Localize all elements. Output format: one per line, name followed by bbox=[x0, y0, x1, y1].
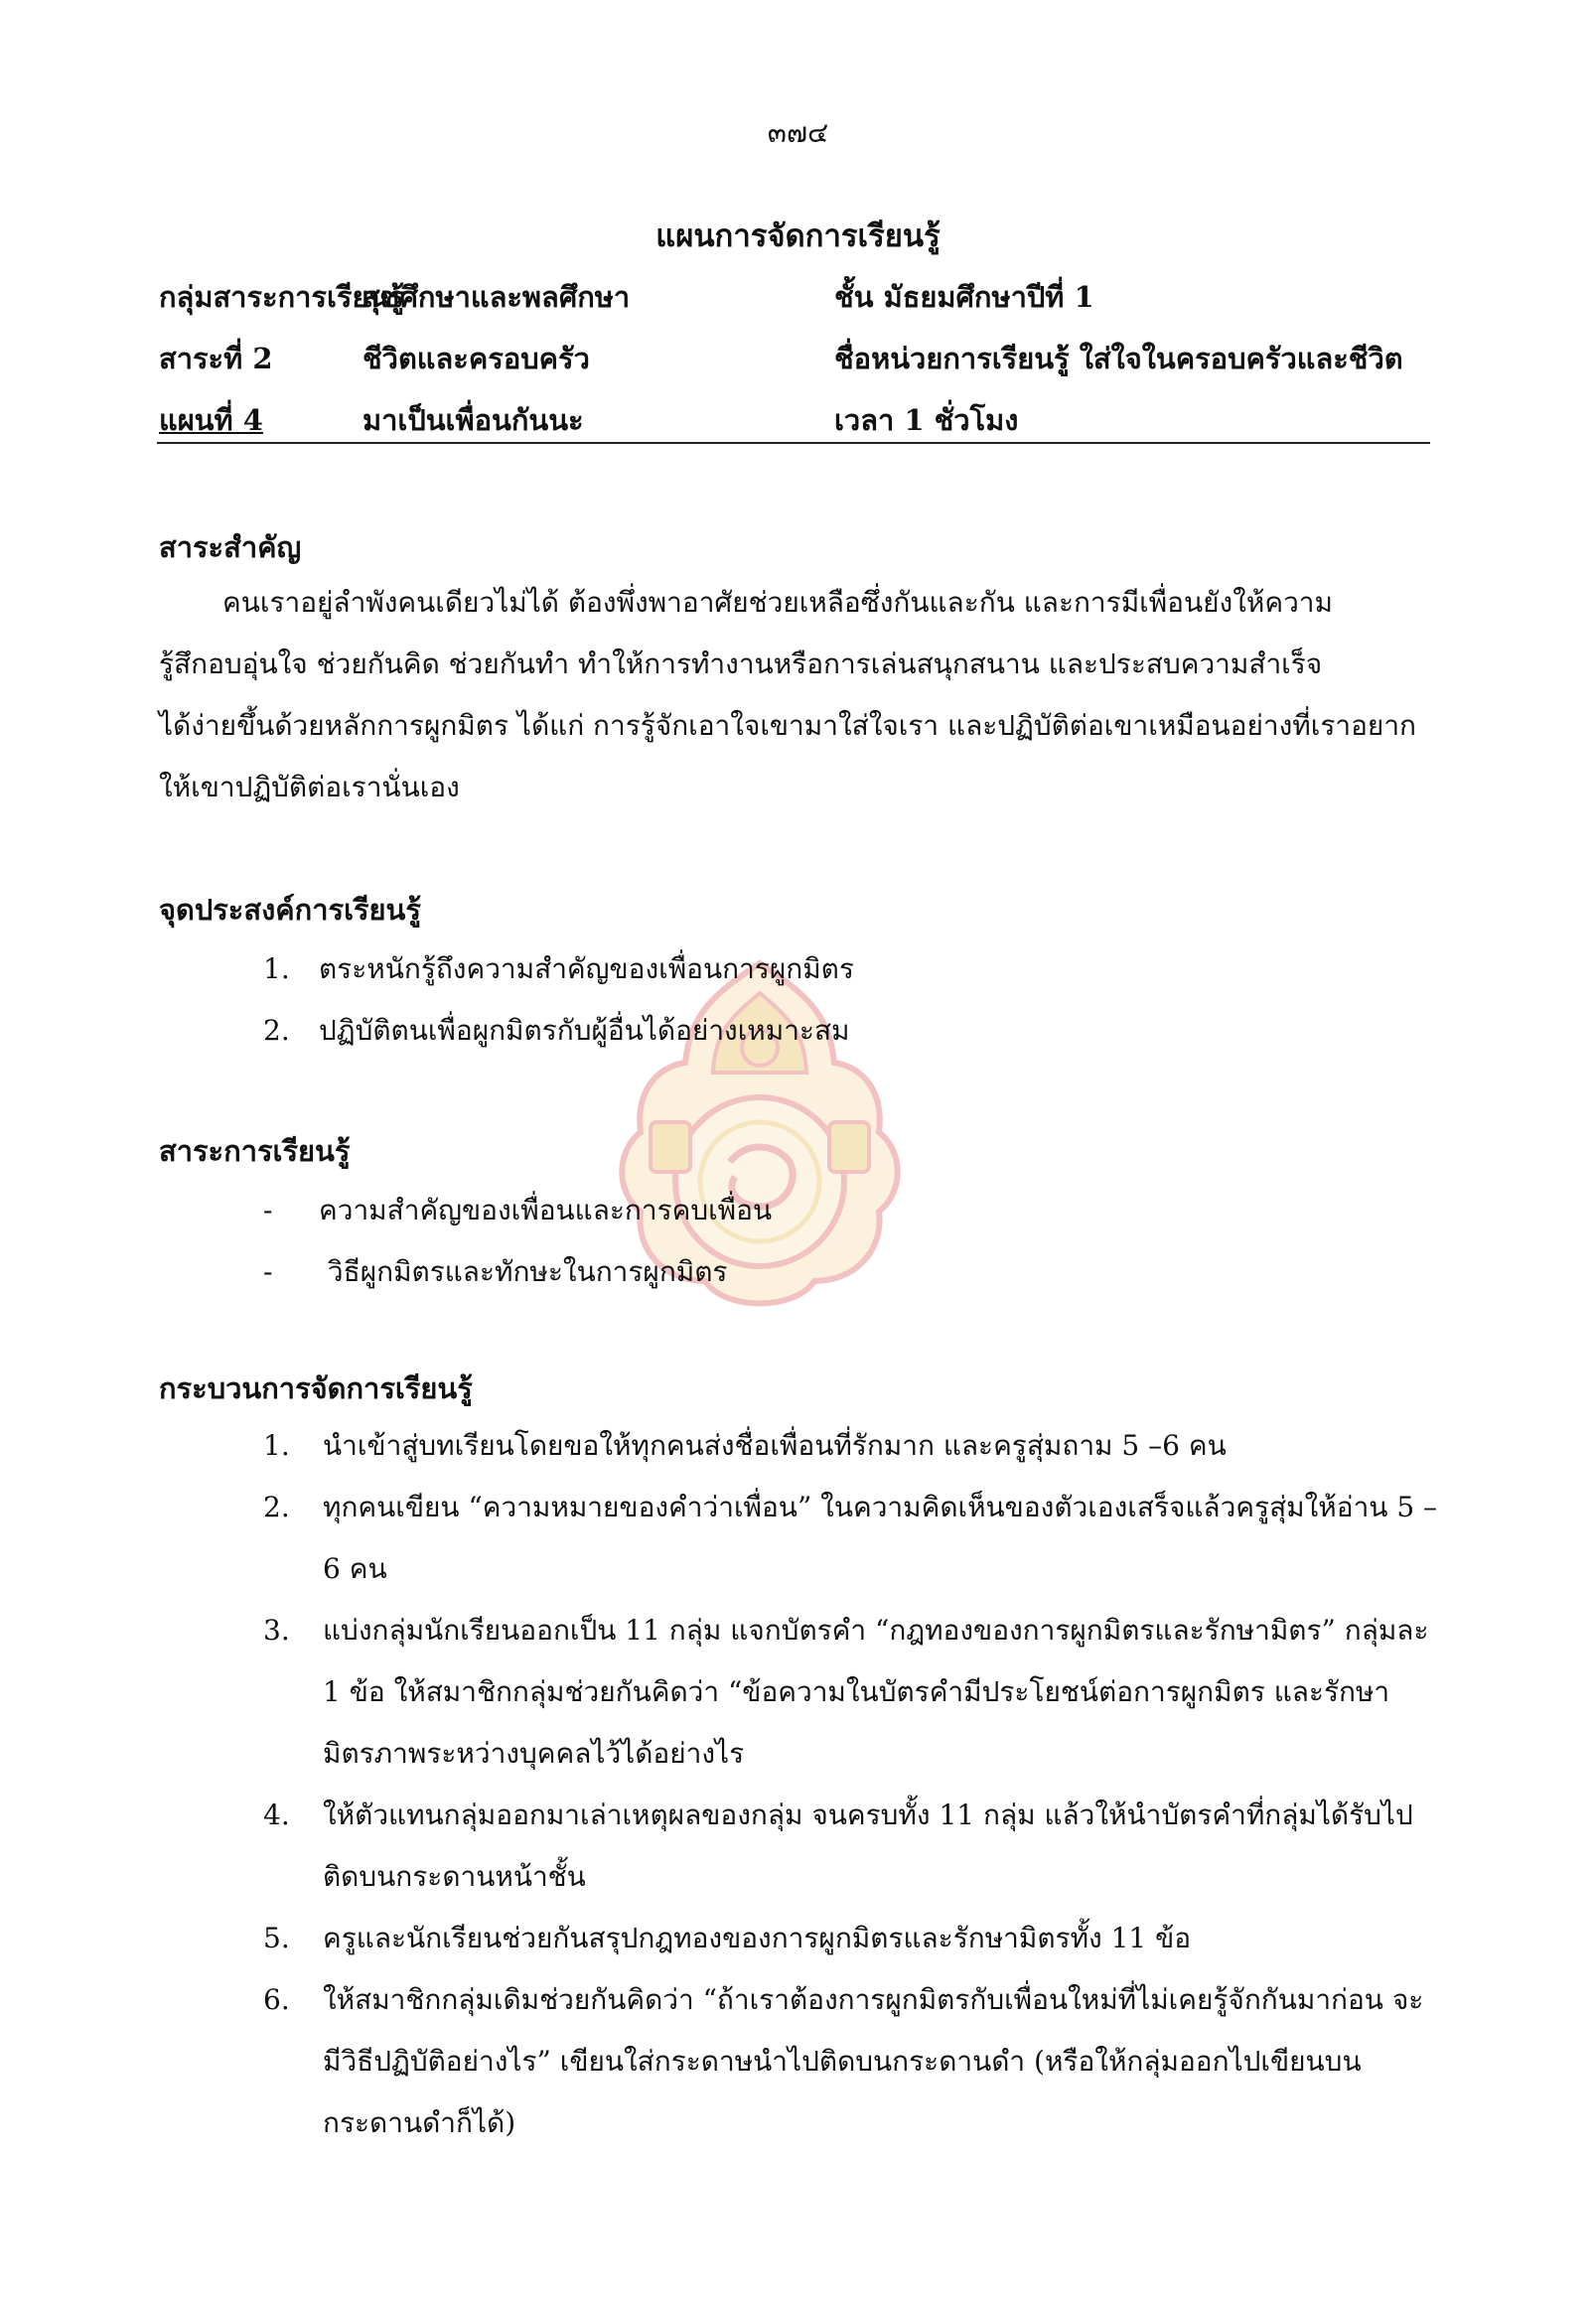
list-item-text: กระดานดำก็ได้) bbox=[323, 2106, 516, 2139]
list-marker: 4. bbox=[263, 1799, 290, 1831]
unit-name: ชื่อหน่วยการเรียนรู้ ใส่ใจในครอบครัวและชีวิต bbox=[834, 342, 1403, 375]
essence-line: ได้ง่ายขึ้นด้วยหลักการผูกมิตร ได้แก่ การรู้จักเอาใจเขามาใส่ใจเรา และปฏิบัติต่อเขาเหมือนอย่างที่เราอยาก bbox=[159, 709, 1416, 742]
page-number: ๓๗๔ bbox=[767, 116, 829, 149]
list-item-text: ครูและนักเรียนช่วยกันสรุปกฎทองของการผูกมิตรและรักษามิตรทั้ง 11 ข้อ bbox=[323, 1922, 1192, 1954]
process-list bbox=[263, 1415, 1438, 2154]
essence-line: ให้เขาปฏิบัติต่อเรานั่นเอง bbox=[159, 771, 460, 803]
list-item bbox=[263, 1908, 1435, 1969]
list-marker: 5. bbox=[263, 1922, 290, 1954]
list-item-text: ให้ตัวแทนกลุ่มออกมาเล่าเหตุผลของกลุ่ม จนครบทั้ง 11 กลุ่ม แล้วให้นำบัตรคำที่กลุ่มได้รับไป bbox=[323, 1799, 1413, 1831]
essence-heading: สาระสำคัญ bbox=[159, 530, 302, 564]
plan-name: มาเป็นเพื่อนกันนะ bbox=[363, 403, 584, 437]
list-marker: 1. bbox=[263, 952, 290, 985]
strand-value: ชีวิตและครอบครัว bbox=[363, 342, 590, 375]
plan-number-label: แผนที่ 4 bbox=[159, 403, 263, 437]
list-item bbox=[263, 938, 1435, 1000]
list-item bbox=[263, 1477, 1438, 1600]
list-item-text: นำเข้าสู่บทเรียนโดยขอให้ทุกคนส่งชื่อเพื่อนที่รักมาก และครูสุ่มถาม 5 –6 คน bbox=[323, 1429, 1227, 1462]
list-item-text: มีวิธีปฏิบัติอย่างไร” เขียนใส่กระดาษนำไปติดบนกระดานดำ (หรือให้กลุ่มออกไปเขียนบน bbox=[323, 2045, 1362, 2078]
list-marker: 3. bbox=[263, 1614, 290, 1647]
essence-line: คนเราอยู่ลำพังคนเดียวไม่ได้ ต้องพึ่งพาอาศัยช่วยเหลือซึ่งกันและกัน และการมีเพื่อนยังให้ความ bbox=[222, 586, 1333, 619]
list-item-text: 6 คน bbox=[323, 1552, 387, 1585]
list-marker: 2. bbox=[263, 1014, 290, 1047]
list-item bbox=[263, 1415, 1435, 1477]
essence-paragraph bbox=[159, 572, 1430, 818]
list-marker: - bbox=[263, 1255, 273, 1288]
grade-level: ชั้น มัธยมศึกษาปีที่ 1 bbox=[834, 280, 1094, 314]
list-item-text: ตระหนักรู้ถึงความสำคัญของเพื่อนการผูกมิตร bbox=[319, 952, 854, 985]
header-row-subject bbox=[159, 266, 1430, 328]
list-item bbox=[263, 1241, 1435, 1303]
process-heading: กระบวนการจัดการเรียนรู้ bbox=[159, 1371, 473, 1405]
subject-group-value: สุขศึกษาและพลศึกษา bbox=[363, 280, 631, 314]
list-item-text: ติดบนกระดานหน้าชั้น bbox=[323, 1860, 586, 1893]
plan-title: แผนการจัดการเรียนรู้ bbox=[655, 218, 941, 254]
list-item bbox=[263, 1785, 1435, 1908]
content-heading: สาระการเรียนรู้ bbox=[159, 1134, 351, 1168]
list-item-text: แบ่งกลุ่มนักเรียนออกเป็น 11 กลุ่ม แจกบัตรคำ “กฎทองของการผูกมิตรและรักษามิตร” กลุ่มละ bbox=[323, 1614, 1429, 1647]
header-divider bbox=[157, 442, 1430, 444]
list-item bbox=[263, 1969, 1435, 2154]
list-item-text: ทุกคนเขียน “ความหมายของคำว่าเพื่อน” ในความคิดเห็นของตัวเองเสร็จแล้วครูสุ่มให้อ่าน 5 – bbox=[323, 1491, 1438, 1523]
duration: เวลา 1 ชั่วโมง bbox=[834, 403, 1019, 437]
strand-label: สาระที่ 2 bbox=[159, 342, 273, 375]
list-item-text: 1 ข้อ ให้สมาชิกกลุ่มช่วยกันคิดว่า “ข้อความในบัตรคำมีประโยชน์ต่อการผูกมิตร และรักษา bbox=[323, 1675, 1390, 1708]
list-marker: 1. bbox=[263, 1429, 290, 1462]
subject-group-label: กลุ่มสาระการเรียนรู้ bbox=[159, 280, 404, 314]
list-item-text: มิตรภาพระหว่างบุคคลไว้ได้อย่างไร bbox=[323, 1737, 745, 1770]
list-item-text: ปฏิบัติตนเพื่อผูกมิตรกับผู้อื่นได้อย่างเหมาะสม bbox=[319, 1014, 850, 1047]
header-row-strand bbox=[159, 328, 1430, 389]
list-item-text: ให้สมาชิกกลุ่มเดิมช่วยกันคิดว่า “ถ้าเราต้องการผูกมิตรกับเพื่อนใหม่ที่ไม่เคยรู้จักกันมาก่อน จะ bbox=[323, 1983, 1424, 2016]
list-item bbox=[263, 1180, 1435, 1241]
list-item-text: วิธีผูกมิตรและทักษะในการผูกมิตร bbox=[319, 1255, 728, 1288]
list-item-text: ความสำคัญของเพื่อนและการคบเพื่อน bbox=[319, 1194, 773, 1226]
essence-line: รู้สึกอบอุ่นใจ ช่วยกันคิด ช่วยกันทำ ทำให้การทำงานหรือการเล่นสนุกสนาน และประสบความสำเร็จ bbox=[159, 648, 1323, 680]
list-marker: 6. bbox=[263, 1983, 290, 2016]
list-marker: 2. bbox=[263, 1491, 290, 1523]
list-item bbox=[263, 1000, 1435, 1062]
objectives-heading: จุดประสงค์การเรียนรู้ bbox=[159, 893, 421, 927]
plan-header bbox=[159, 266, 1430, 451]
list-item bbox=[263, 1600, 1435, 1785]
content-list bbox=[263, 1180, 1435, 1303]
list-marker: - bbox=[263, 1194, 273, 1226]
objectives-list bbox=[263, 938, 1435, 1062]
